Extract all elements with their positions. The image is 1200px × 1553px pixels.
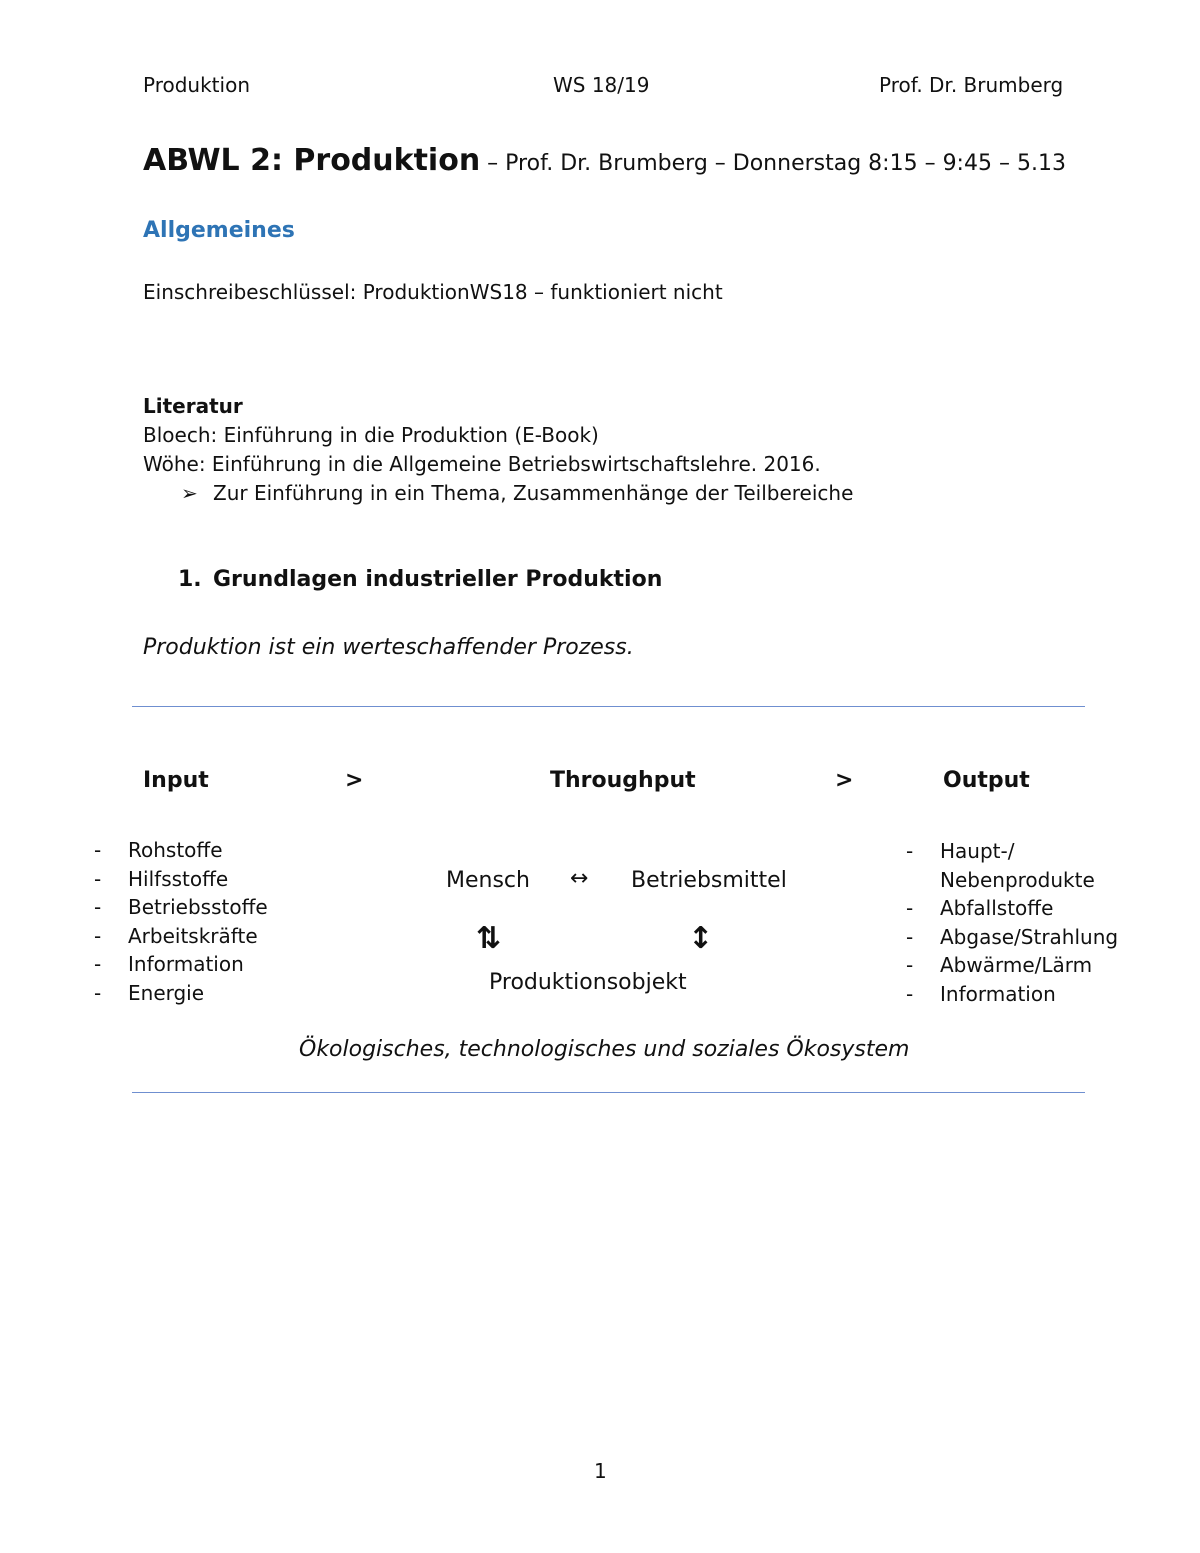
enrolment-key: Einschreibeschlüssel: ProduktionWS18 – funktioniert nicht bbox=[143, 280, 723, 304]
list-item: - Hilfsstoffe bbox=[94, 866, 229, 891]
list-item: - Rohstoffe bbox=[94, 838, 223, 862]
header-left: Produktion bbox=[143, 73, 250, 97]
literature-note: Zur Einführung in ein Thema, Zusammenhänge der Teilbereiche bbox=[213, 481, 854, 505]
document-title bbox=[143, 143, 1066, 178]
vertical-double-arrow-icon: ↕ bbox=[688, 921, 714, 956]
swap-arrows-icon: ⇅ bbox=[476, 921, 502, 956]
literature-heading: Literatur bbox=[143, 394, 243, 418]
list-item: - Betriebsstoffe bbox=[94, 895, 268, 920]
literature-item: Wöhe: Einführung in die Allgemeine Betriebswirtschaftslehre. 2016. bbox=[143, 452, 821, 476]
arrow-right-icon: > bbox=[345, 768, 364, 793]
input-heading: Input bbox=[143, 768, 209, 793]
mensch-label: Mensch bbox=[446, 868, 530, 893]
header-right: Prof. Dr. Brumberg bbox=[879, 73, 1064, 97]
list-item: - Information bbox=[94, 952, 244, 977]
chapter-title: Grundlagen industrieller Produktion bbox=[213, 567, 663, 592]
betriebsmittel-label: Betriebsmittel bbox=[631, 868, 787, 893]
list-item: - Haupt-/ bbox=[906, 839, 1015, 863]
chapter-number: 1. bbox=[178, 567, 202, 592]
divider-bottom bbox=[132, 1092, 1085, 1093]
input-list bbox=[94, 836, 268, 1008]
double-arrow-icon: ↔ bbox=[570, 866, 589, 891]
title-main: ABWL 2: Produktion bbox=[143, 143, 481, 178]
literature-item: Bloech: Einführung in die Produktion (E-Book) bbox=[143, 423, 599, 447]
list-item: - Energie bbox=[94, 980, 205, 1005]
output-heading: Output bbox=[943, 768, 1030, 793]
output-list bbox=[906, 837, 1119, 1009]
divider-top bbox=[132, 706, 1085, 707]
arrow-right-icon: > bbox=[835, 768, 854, 793]
definition-text: Produktion ist ein werteschaffender Prozess. bbox=[143, 635, 634, 660]
list-item: - Information bbox=[906, 981, 1056, 1006]
list-item: - Abwärme/Lärm bbox=[906, 953, 1093, 978]
title-rest: – Prof. Dr. Brumberg – Donnerstag 8:15 – 9:45 – 5.13 bbox=[480, 151, 1066, 176]
throughput-heading: Throughput bbox=[550, 768, 696, 793]
list-item: Nebenprodukte bbox=[940, 867, 1095, 892]
header-center: WS 18/19 bbox=[553, 73, 650, 97]
list-item: - Arbeitskräfte bbox=[94, 923, 258, 948]
ecosystem-caption: Ökologisches, technologisches und soziales Ökosystem bbox=[299, 1037, 910, 1062]
arrow-bullet-icon: ➢ bbox=[181, 481, 198, 505]
section-heading-allgemeines: Allgemeines bbox=[143, 218, 295, 243]
page-number: 1 bbox=[594, 1459, 607, 1483]
list-item: - Abgase/Strahlung bbox=[906, 924, 1119, 949]
list-item: - Abfallstoffe bbox=[906, 896, 1054, 921]
produktionsobjekt-label: Produktionsobjekt bbox=[489, 970, 687, 995]
